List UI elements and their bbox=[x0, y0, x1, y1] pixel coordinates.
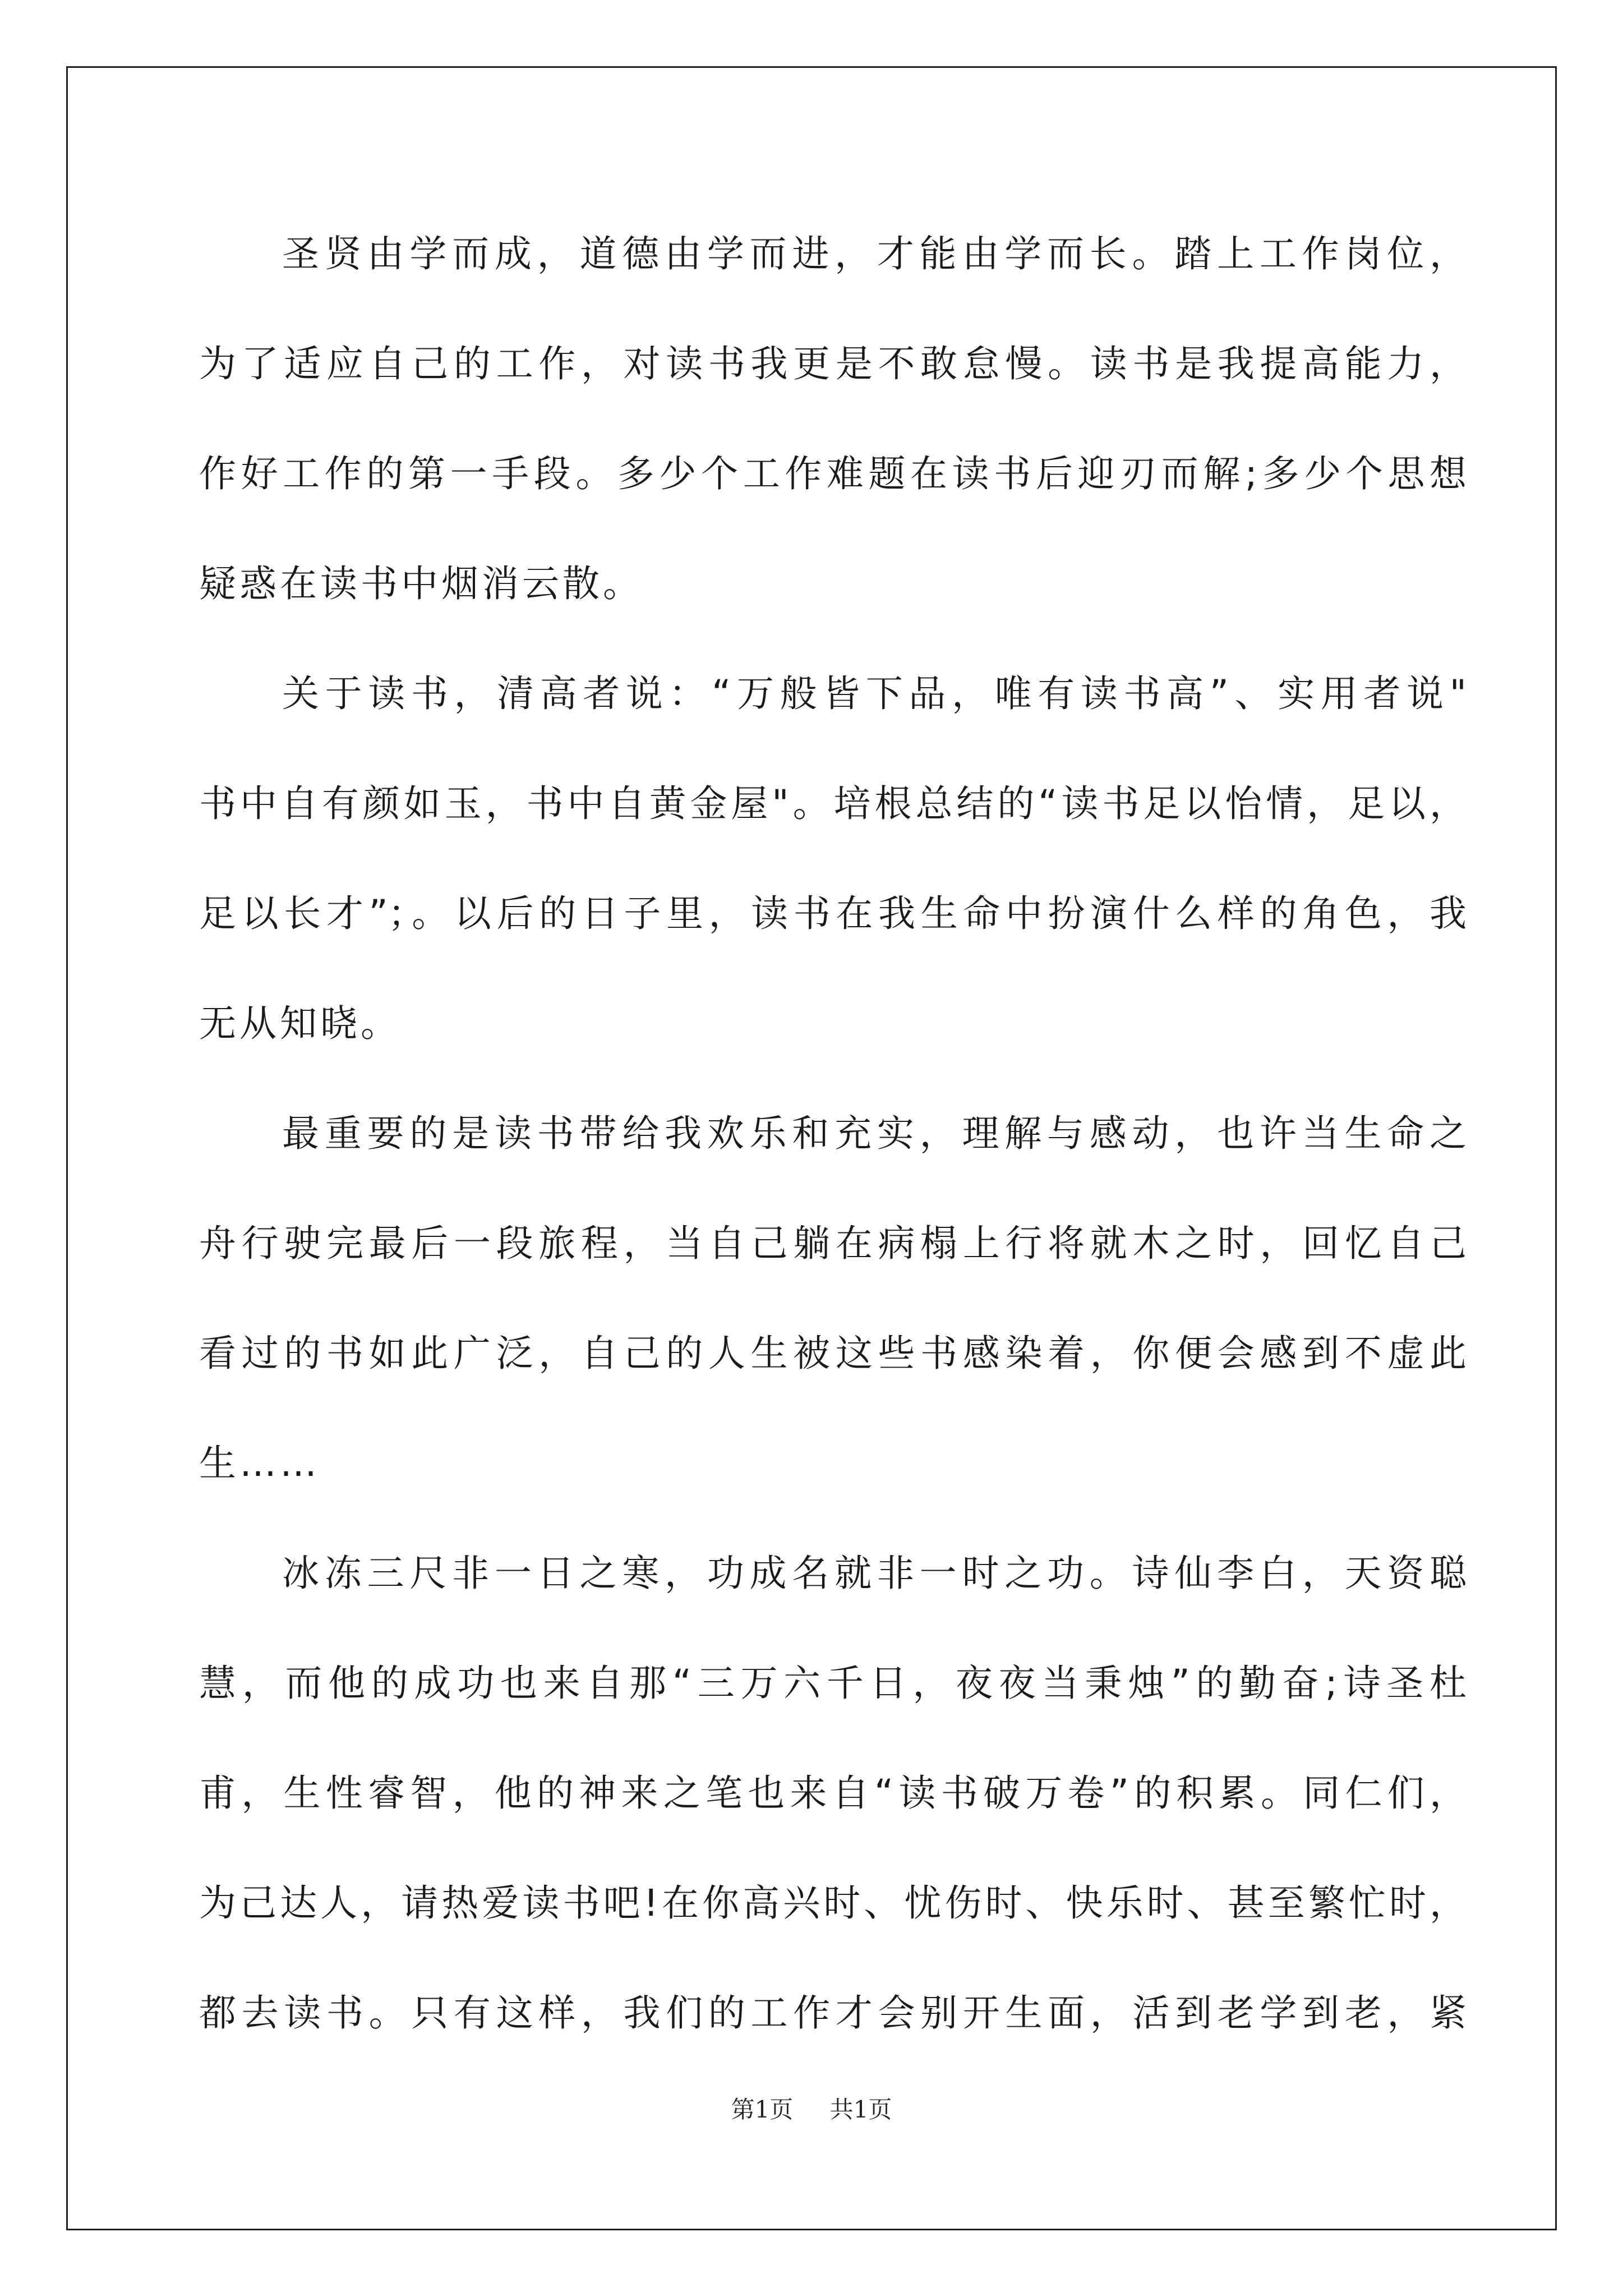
page-total: 共1页 bbox=[829, 2096, 892, 2123]
paragraph-4 bbox=[199, 1519, 1467, 2068]
text-line: 圣贤由学而成，道德由学而进，才能由学而长。踏上工作岗位， bbox=[282, 232, 1467, 275]
page-footer bbox=[0, 2091, 1623, 2125]
text-line: 关于读书，清高者说：“万般皆下品，唯有读书高”、实用者说" bbox=[282, 672, 1467, 715]
page-number: 第1页 bbox=[731, 2096, 794, 2123]
text-line: 最重要的是读书带给我欢乐和充实，理解与感动，也许当生命之 bbox=[282, 1112, 1467, 1155]
paragraph-2 bbox=[199, 639, 1467, 1079]
paragraph-1 bbox=[199, 199, 1467, 639]
text-line: 舟行驶完最后一段旅程，当自己躺在病榻上行将就木之时，回忆自己 bbox=[199, 1222, 1467, 1265]
text-line: 书中自有颜如玉，书中自黄金屋"。培根总结的“读书足以怡情，足以， bbox=[199, 782, 1467, 825]
text-line: 看过的书如此广泛，自己的人生被这些书感染着，你便会感到不虚此 bbox=[199, 1332, 1467, 1375]
text-line: 慧，而他的成功也来自那“三万六千日，夜夜当秉烛”的勤奋;诗圣杜 bbox=[199, 1662, 1467, 1705]
text-line: 都去读书。只有这样，我们的工作才会别开生面，活到老学到老，紧 bbox=[199, 1991, 1467, 2035]
text-line: 足以长才”；。以后的日子里，读书在我生命中扮演什么样的角色，我 bbox=[199, 892, 1467, 935]
document-body bbox=[199, 199, 1467, 2068]
text-line: 冰冻三尺非一日之寒，功成名就非一时之功。诗仙李白，天资聪 bbox=[282, 1552, 1467, 1595]
paragraph-3 bbox=[199, 1079, 1467, 1519]
text-line: 甫，生性睿智，他的神来之笔也来自“读书破万卷”的积累。同仁们， bbox=[199, 1772, 1467, 1815]
text-line: 为了适应自己的工作，对读书我更是不敢怠慢。读书是我提高能力， bbox=[199, 342, 1467, 385]
text-line: 生…… bbox=[199, 1442, 320, 1485]
text-line: 为己达人，请热爱读书吧!在你高兴时、忧伤时、快乐时、甚至繁忙时， bbox=[199, 1881, 1467, 1925]
text-line: 疑惑在读书中烟消云散。 bbox=[199, 562, 643, 605]
text-line: 无从知晓。 bbox=[199, 1002, 401, 1045]
text-line: 作好工作的第一手段。多少个工作难题在读书后迎刃而解;多少个思想 bbox=[199, 452, 1467, 495]
